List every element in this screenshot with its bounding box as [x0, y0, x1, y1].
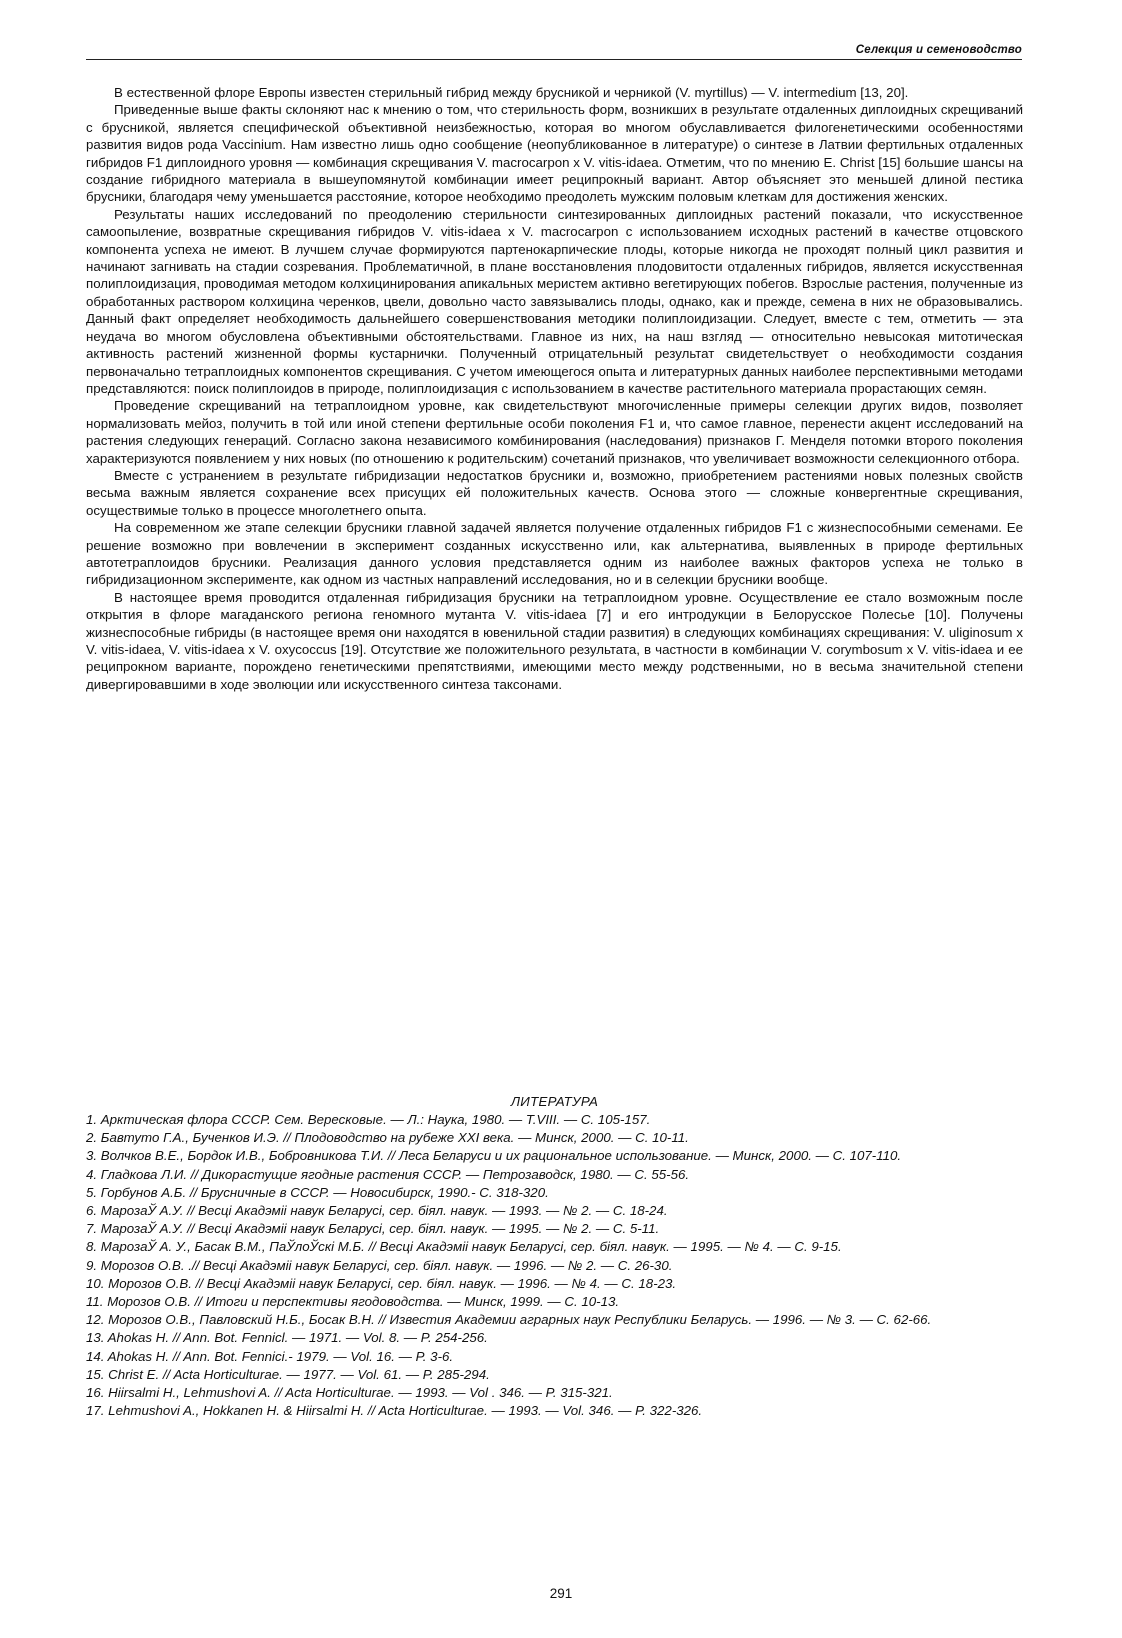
- reference-item: 7. МарозаЎ А.У. // Весцi Акадэмii навук Беларусi, сер. бiял. навук. — 1995. — № 2. — С. 5-11.: [86, 1221, 660, 1237]
- references-title: ЛИТЕРАТУРА: [510, 1094, 599, 1109]
- body-paragraph: Приведенные выше факты склоняют нас к мнению о том, что стерильность форм, возникших в результате отдаленных диплоидных скрещиваний с брусникой, является специфической объективной неизбежностью, которая во многом обуславливается филогенетическими особенностями развития видов рода Vaccinium. Нам известно лишь одно сообщение (неопубликованное в литературе) о синтезе в Латвии фертильных отдаленных гибридов F1 диплоидного уровня — комбинация скрещивания V. macrocarpon x V. vitis-idaea. Отметим, что по мнению E. Christ [15] большие шансы на создание гибридного материала в вышеупомянутой комбинации имеет реципрокный вариант. Автор объясняет это меньшей длиной пестика брусники, благодаря чему уменьшается расстояние, которое необходимо преодолеть мужским половым клеткам для достижения женских.: [86, 102, 1023, 205]
- reference-item: 9. Морозов О.В. .// Весцi Акадэмii навук Беларусi, сер. бiял. навук. — 1996. — № 2. — С. 26-30.: [86, 1257, 673, 1273]
- body-paragraph: На современном же этапе селекции брусники главной задачей является получение отдаленных гибридов F1 с жизнеспособными семенами. Ее решение возможно при вовлечении в эксперимент созданных искусственно или, как альтернатива, выявленных в природе фертильных автотетраплоидов брусники. Реализация данного условия представляется одним из наиболее важных факторов успеха не только в гибридизационном эксперименте, как одном из частных направлений исследования, но и в селекции брусники вообще.: [86, 520, 1023, 588]
- reference-item: 3. Волчков В.Е., Бордок И.В., Бобровникова Т.И. // Леса Беларуси и их рациональное использование. — Минск, 2000. — С. 107-110.: [86, 1148, 902, 1164]
- reference-item: 8. МарозаЎ А. У., Басак В.М., ПаЎлоЎскi М.Б. // Весцi Акадэмii навук Беларусi, сер. бiял. навук. — 1995. — № 4. — С. 9-15.: [86, 1239, 842, 1255]
- body-paragraph: Вместе с устранением в результате гибридизации недостатков брусники и, возможно, приобретением растениями новых полезных свойств весьма важным является сохранение всех присущих ей положительных качеств. Основа этого — сложные конвергентные скрещивания, осуществимые только в процессе многолетнего опыта.: [86, 467, 1023, 518]
- references-section: [86, 1094, 1023, 1420]
- running-header: [86, 44, 1022, 60]
- reference-item: 16. Hiirsalmi H., Lehmushovi A. // Acta Horticulturae. — 1993. — Vol . 346. — P. 315-321.: [86, 1385, 613, 1401]
- reference-item: 4. Гладкова Л.И. // Дикорастущие ягодные растения СССР. — Петрозаводск, 1980. — С. 55-56.: [86, 1166, 690, 1182]
- references-list: [86, 1111, 1023, 1420]
- reference-item: 15. Christ E. // Acta Horticulturae. — 1977. — Vol. 61. — P. 285-294.: [86, 1366, 490, 1382]
- section-title: Селекция и семеноводство: [855, 44, 1022, 56]
- body-paragraph: В настоящее время проводится отдаленная гибридизация брусники на тетраплоидном уровне. Осуществление ее стало возможным после открытия в флоре магаданского региона геномного мутанта V. vitis-idaea [7] и его интродукции в Белорусское Полесье [10]. Получены жизнеспособные гибриды (в настоящее время они находятся в ювенильной стадии развития) в следующих комбинациях скрещивания: V. uliginosum x V. vitis-idaea, V. vitis-idaea x V. oxycoccus [19]. Отсутствие же положительного результата, в частности в комбинации V. corymbosum x V. vitis-idaea и ее реципрокном варианте, порождено генетическими препятствиями, имеющими место между родственными, но в весьма значительной степени дивергировавшими в ходе эволюции или искусственного синтеза таксонами.: [86, 589, 1023, 692]
- body-paragraph: Результаты наших исследований по преодолению стерильности синтезированных диплоидных растений показали, что искусственное самоопыление, возвратные скрещивания гибридов V. vitis-idaea x V. macrocarpon с использованием исходных растений в качестве отцовского компонента успеха не имеют. В лучшем случае формируются партенокарпические плоды, которые никогда не проходят полный цикл развития и начинают загнивать на стадии созревания. Проблематичной, в плане восстановления плодовитости отдаленных гибридов, является искусственная полиплоидизация, проводимая методом колхицинирования апикальных меристем активно вегетирующих побегов. Взрослые растения, полученные из обработанных раствором колхицина черенков, цвели, довольно часто завязывались плоды, однако, как и прежде, семена в них не образовывались. Данный факт определяет необходимость дальнейшего совершенствования методики полиплоидизации. Следует, вместе с тем, отметить — эта неудача во многом обусловлена объективными обстоятельствами. Главное из них, на наш взгляд — относительно невысокая митотическая активность растений жизненной формы кустарнички. Полученный отрицательный результат свидетельствует о необходимости создания первоначально тетраплоидных компонентов скрещивания. С учетом имеющегося опыта и литературных данных наиболее перспективными методами представляются: поиск полиплоидов в природе, полиплоидизация с использованием в качестве растительного материала прорастающих семян.: [86, 206, 1023, 396]
- body-paragraph: Проведение скрещиваний на тетраплоидном уровне, как свидетельствуют многочисленные примеры селекции других видов, позволяет нормализовать мейоз, получить в той или иной степени фертильные особи поколения F1 и, что самое главное, перенести акцент исследований на растения следующих генераций. Согласно закона независимого комбинирования (наследования) признаков Г. Менделя потомки второго поколения характеризуются появлением у них новых (по отношению к родительским) сочетаний признаков, что увеличивает возможности селекционного отбора.: [86, 398, 1023, 466]
- reference-item: 14. Ahokas H. // Ann. Bot. Fennici.- 1979. — Vol. 16. — P. 3-6.: [86, 1348, 454, 1364]
- reference-item: 17. Lehmushovi A., Hokkanen H. & Hiirsalmi H. // Acta Horticulturae. — 1993. — Vol. 346. — P. 322-326.: [86, 1403, 703, 1419]
- reference-item: 5. Горбунов А.Б. // Брусничные в СССР. — Новосибирск, 1990.- С. 318-320.: [86, 1184, 549, 1200]
- reference-item: 6. МарозаЎ А.У. // Весцi Акадэмii навук Беларусi, сер. бiял. навук. — 1993. — № 2. — С. 18-24.: [86, 1203, 668, 1219]
- body-paragraph: В естественной флоре Европы известен стерильный гибрид между брусникой и черникой (V. myrtillus) — V. intermedium [13, 20].: [114, 85, 909, 100]
- reference-item: 10. Морозов О.В. // Весцi Акадэмii навук Беларусi, сер. бiял. навук. — 1996. — № 4. — С. 18-23.: [86, 1275, 677, 1291]
- article-body: [86, 84, 1023, 693]
- reference-item: 13. Ahokas H. // Ann. Bot. Fennicl. — 1971. — Vol. 8. — P. 254-256.: [86, 1330, 488, 1346]
- page-number: 291: [549, 1586, 573, 1601]
- reference-item: 2. Бавтуто Г.А., Бученков И.Э. // Плодоводство на рубеже XXI века. — Минск, 2000. — С. 10-11.: [86, 1130, 689, 1146]
- reference-item: 12. Морозов О.В., Павловский Н.Б., Босак В.Н. // Известия Академии аграрных наук Республики Беларусь. — 1996. — № 3. — С. 62-66.: [86, 1312, 932, 1328]
- reference-item: 11. Морозов О.В. // Итоги и перспективы ягодоводства. — Минск, 1999. — С. 10-13.: [86, 1294, 620, 1310]
- reference-item: 1. Арктическая флора СССР. Сем. Вересковые. — Л.: Наука, 1980. — T.VIII. — С. 105-157.: [86, 1112, 651, 1127]
